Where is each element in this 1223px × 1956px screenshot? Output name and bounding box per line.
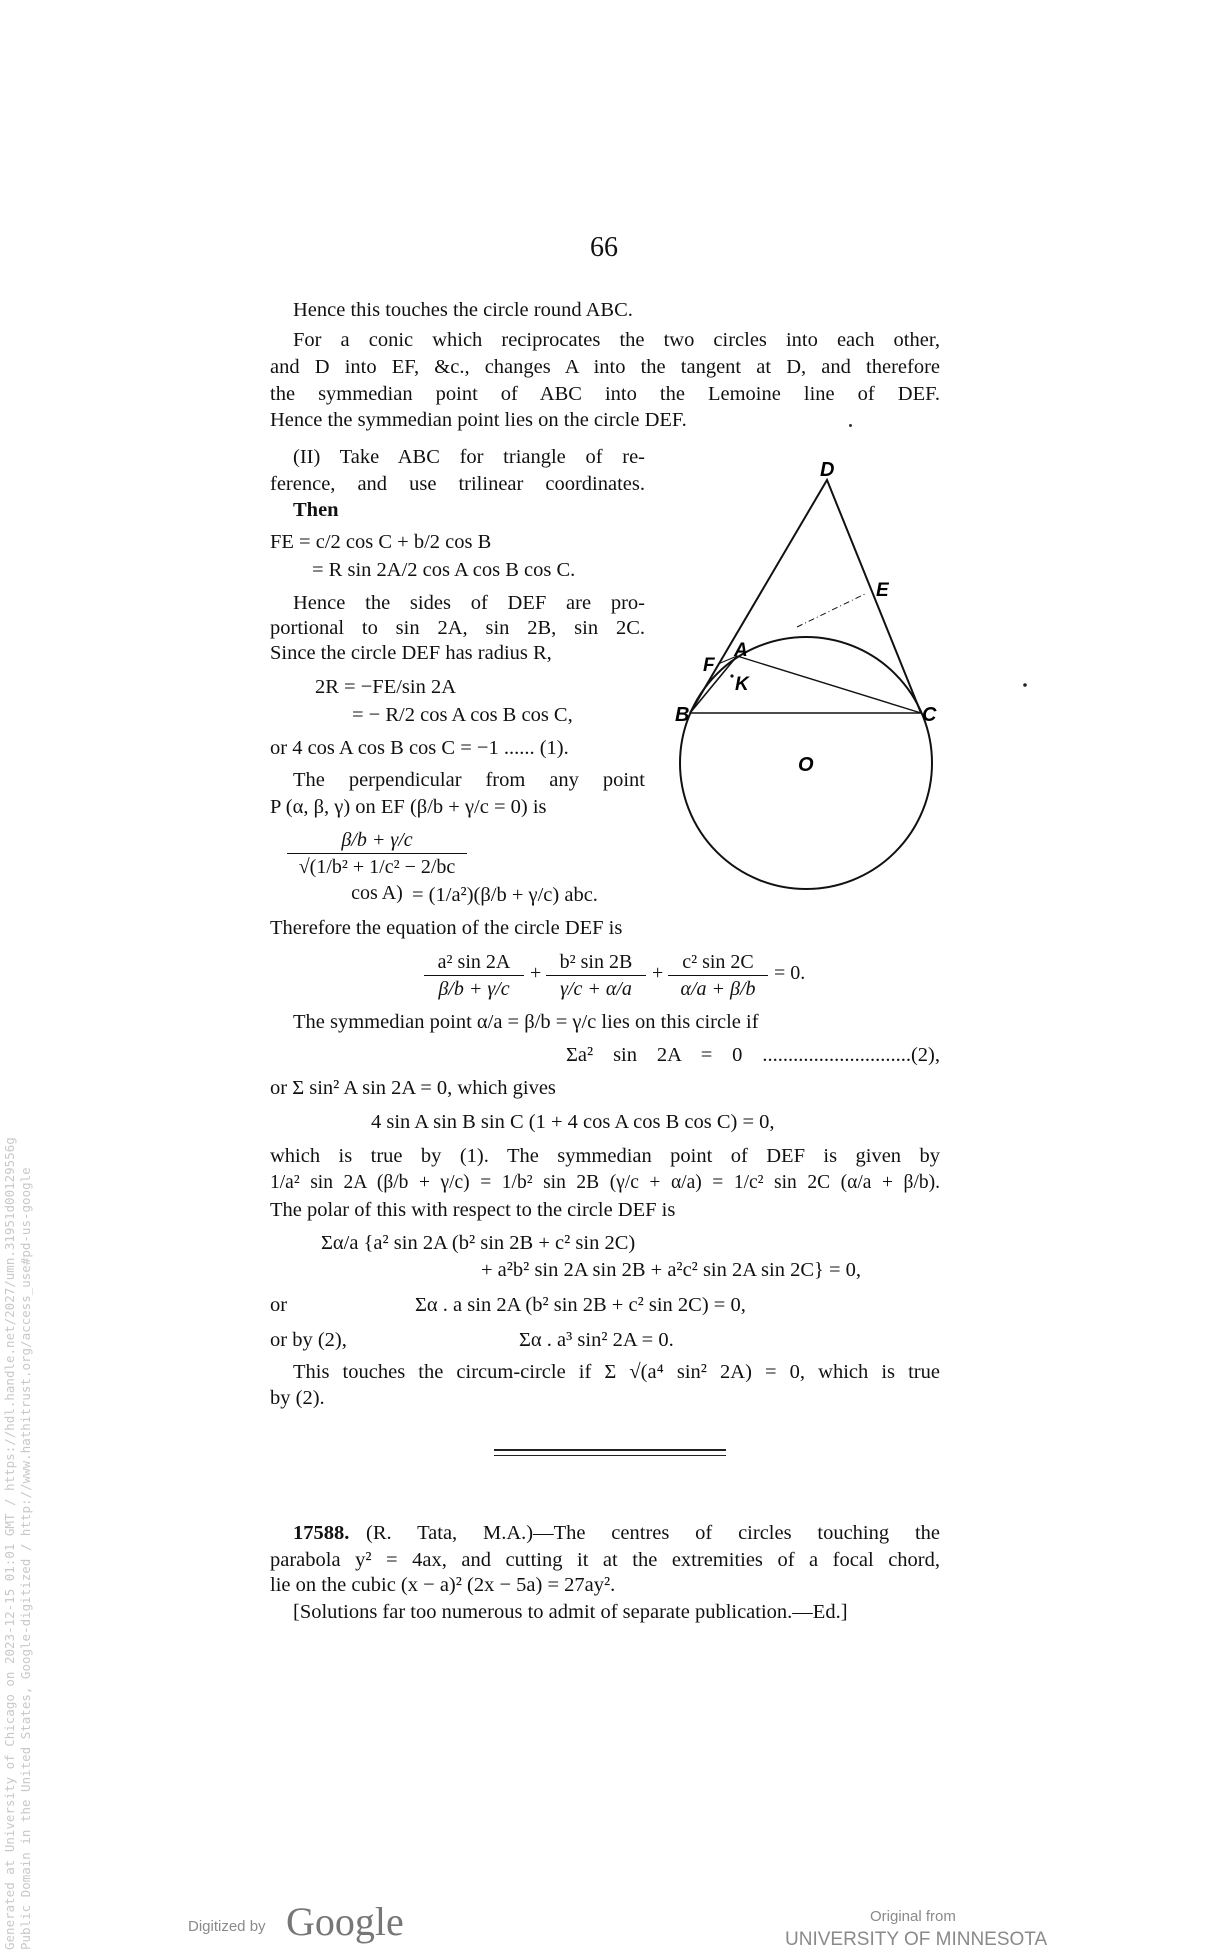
equation-line: Σα . a³ sin² 2A = 0. [519,1329,674,1351]
google-logo: Google [286,1899,404,1944]
equation-line: 1/a² sin 2A (β/b + γ/c) = 1/b² sin 2B (γ/c + α/a) = 1/c² sin 2C (α/a + β/b). [270,1172,940,1193]
text-line: by (2). [270,1387,325,1409]
text-line: lie on the cubic (x − a)² (2x − 5a) = 27ay². [270,1574,616,1596]
fraction-denominator: √(1/b² + 1/c² − 2/bc cos A) [298,856,456,904]
text-line: which is true by (1). The symmedian point of DEF is given by [270,1145,940,1167]
text-line: P (α, β, γ) on EF (β/b + γ/c = 0) is [270,796,547,818]
equals-zero: = 0. [774,962,806,984]
label-e: E [876,580,889,601]
plus-sign: + [652,962,664,984]
equation-line: = − R/2 cos A cos B cos C, [352,704,573,726]
text-line: Hence the sides of DEF are pro- [293,592,645,614]
equation-line: Σα . a sin 2A (b² sin 2B + c² sin 2C) = 0, [415,1294,746,1316]
label-d: D [820,459,835,481]
text-line: parabola y² = 4ax, and cutting it at the extremities of a focal chord, [270,1549,940,1571]
watermark-line: Generated at University of Chicago on 2023-12-15 01:01 GMT / https://hdl.handle.net/2027/umn.31951d00129556g [2,1137,17,1950]
digitized-by-label: Digitized by [188,1918,266,1935]
text-line: The symmedian point α/a = β/b = γ/c lies on this circle if [293,1011,759,1033]
text-line: This touches the circum-circle if Σ √(a⁴ sin² 2A) = 0, which is true [293,1361,940,1383]
editor-note: [Solutions far too numerous to admit of separate publication.—Ed.] [293,1601,848,1623]
text-line: the symmedian point of ABC into the Lemoine line of DEF. [270,383,940,405]
equation-line: = (1/a²)(β/b + γ/c) abc. [412,884,598,906]
fraction-numerator: b² sin 2B [546,950,646,976]
text-line: Then [293,499,339,521]
equation-line: FE = c/2 cos C + b/2 cos B [270,531,492,553]
fraction-denominator: β/b + γ/c [438,978,510,1000]
plus-sign: + [530,962,542,984]
page-number: 66 [590,232,618,263]
dashed-line-e [797,593,867,627]
fraction-denominator: α/a + β/b [680,978,756,1000]
institution-name: UNIVERSITY OF MINNESOTA [785,1929,1048,1950]
equation-line: 4 sin A sin B sin C (1 + 4 cos A cos B cos C) = 0, [371,1111,775,1133]
text-line: and D into EF, &c., changes A into the tangent at D, and therefore [270,356,940,378]
equation-line: + a²b² sin 2A sin 2B + a²c² sin 2A sin 2C} = 0, [481,1259,862,1281]
watermark-line: Public Domain in the United States, Google-digitized / http://www.hathitrust.org/access_use#pd-us-google [18,1167,33,1950]
equation-line: Σα/a {a² sin 2A (b² sin 2B + c² sin 2C) [321,1232,636,1254]
text-line: or Σ sin² A sin 2A = 0, which gives [270,1077,556,1099]
text-line: For a conic which reciprocates the two circles into each other, [293,329,940,351]
speck [1023,683,1027,687]
text-line: (II) Take ABC for triangle of re- [293,446,645,468]
side-ac [737,656,921,713]
equation-line: 2R = −FE/sin 2A [315,676,457,698]
original-from-label: Original from [870,1908,956,1925]
equation-line: = R sin 2A/2 cos A cos B cos C. [312,559,576,581]
text-line: ference, and use trilinear coordinates. [270,473,645,495]
text-line: Hence this touches the circle round ABC. [293,299,633,321]
fraction-denominator: γ/c + α/a [560,978,632,1000]
fraction-numerator: c² sin 2C [668,950,768,976]
equation-line: or 4 cos A cos B cos C = −1 ...... (1). [270,737,569,759]
text-line: portional to sin 2A, sin 2B, sin 2C. [270,617,645,639]
text-line: or by (2), [270,1329,347,1351]
label-o: O [798,754,814,776]
text-line: or [270,1294,288,1316]
text-line: The perpendicular from any point [293,769,645,791]
label-c: C [922,704,937,726]
text-line: Hence the symmedian point lies on the circle DEF. [270,409,687,431]
text-line: Since the circle DEF has radius R, [270,642,552,664]
fraction-numerator: β/b + γ/c [287,828,467,854]
label-f: F [703,655,715,676]
label-k: K [735,674,749,695]
point-k [730,674,733,677]
text-line: Therefore the equation of the circle DEF is [270,917,623,939]
equation-line: Σa² sin 2A = 0 .............................(2), [566,1044,940,1066]
fraction-numerator: a² sin 2A [424,950,524,976]
label-a: A [734,640,748,661]
text-line: The polar of this with respect to the circle DEF is [270,1199,676,1221]
label-b: B [675,704,690,726]
problem-number: 17588. [293,1522,350,1544]
text-line: (R. Tata, M.A.)—The centres of circles touching the [366,1522,940,1544]
